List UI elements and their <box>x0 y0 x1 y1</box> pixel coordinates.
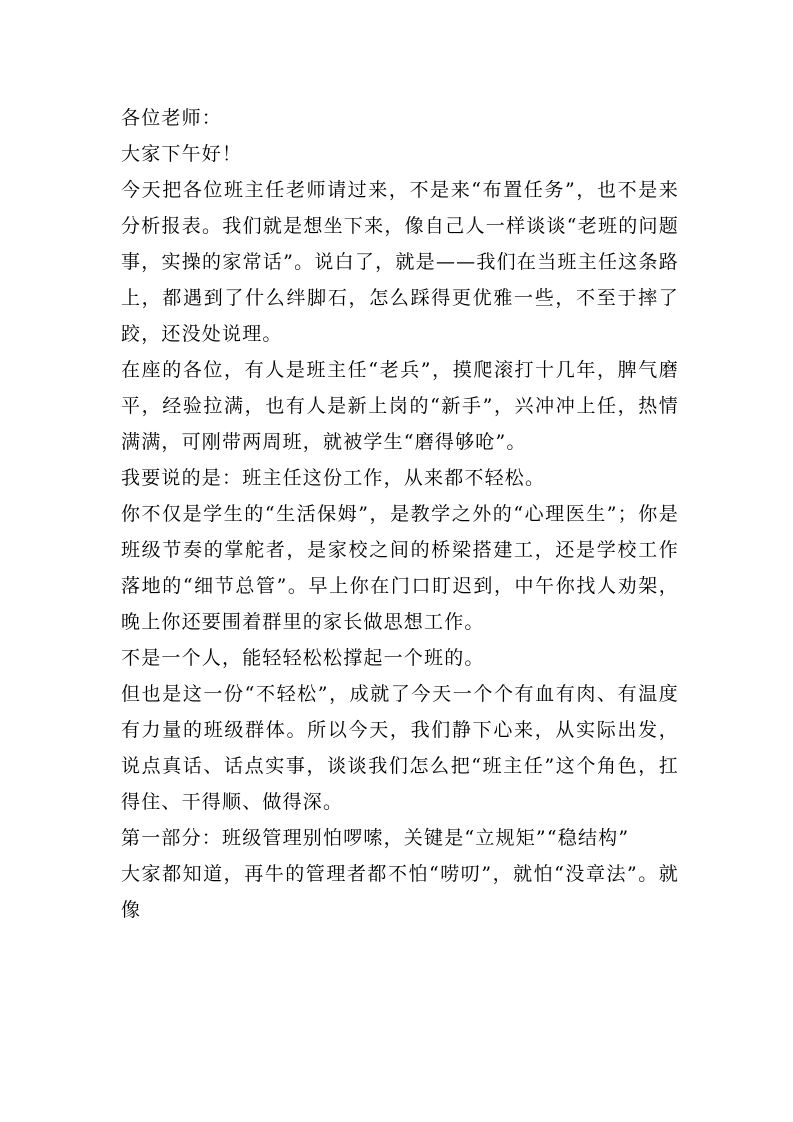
paragraph-5: 不是一个人，能轻轻松松撑起一个班的。 <box>121 647 485 669</box>
salutation: 各位老师： <box>121 107 223 129</box>
section-paragraph: 大家都知道，再牛的管理者都不怕“唠叨”，就怕“没章法”。就像 <box>121 863 679 921</box>
paragraph-4: 你不仅是学生的“生活保姆”，是教学之外的“心理医生”；你是班级节奏的掌舵者，是家校之间的桥梁搭建工，还是学校工作落地的“细节总管”。早上你在门口盯迟到，中午你找人劝架，晚上你还要围着群里的家长做思想工作。 <box>121 503 679 633</box>
document-body <box>121 100 679 928</box>
paragraph-6: 但也是这一份“不轻松”，成就了今天一个个有血有肉、有温度有力量的班级群体。所以今天，我们静下心来，从实际出发，说点真话、话点实事，谈谈我们怎么把“班主任”这个角色，扛得住、干得顺、做得深。 <box>121 683 679 813</box>
section-heading: 第一部分：班级管理别怕啰嗦，关键是“立规矩”“稳结构” <box>121 827 630 849</box>
paragraph-3: 我要说的是：班主任这份工作，从来都不轻松。 <box>121 467 546 489</box>
greeting: 大家下午好！ <box>121 143 243 165</box>
paragraph-1: 今天把各位班主任老师请过来，不是来“布置任务”，也不是来分析报表。我们就是想坐下来，像自己人一样谈谈“老班的问题事，实操的家常话”。说白了，就是——我们在当班主任这条路上，都遇到了什么绊脚石，怎么踩得更优雅一些，不至于摔了跤，还没处说理。 <box>121 179 679 345</box>
paragraph-2: 在座的各位，有人是班主任“老兵”，摸爬滚打十几年，脾气磨平，经验拉满，也有人是新上岗的“新手”，兴冲冲上任，热情满满，可刚带两周班，就被学生“磨得够呛”。 <box>121 359 679 453</box>
